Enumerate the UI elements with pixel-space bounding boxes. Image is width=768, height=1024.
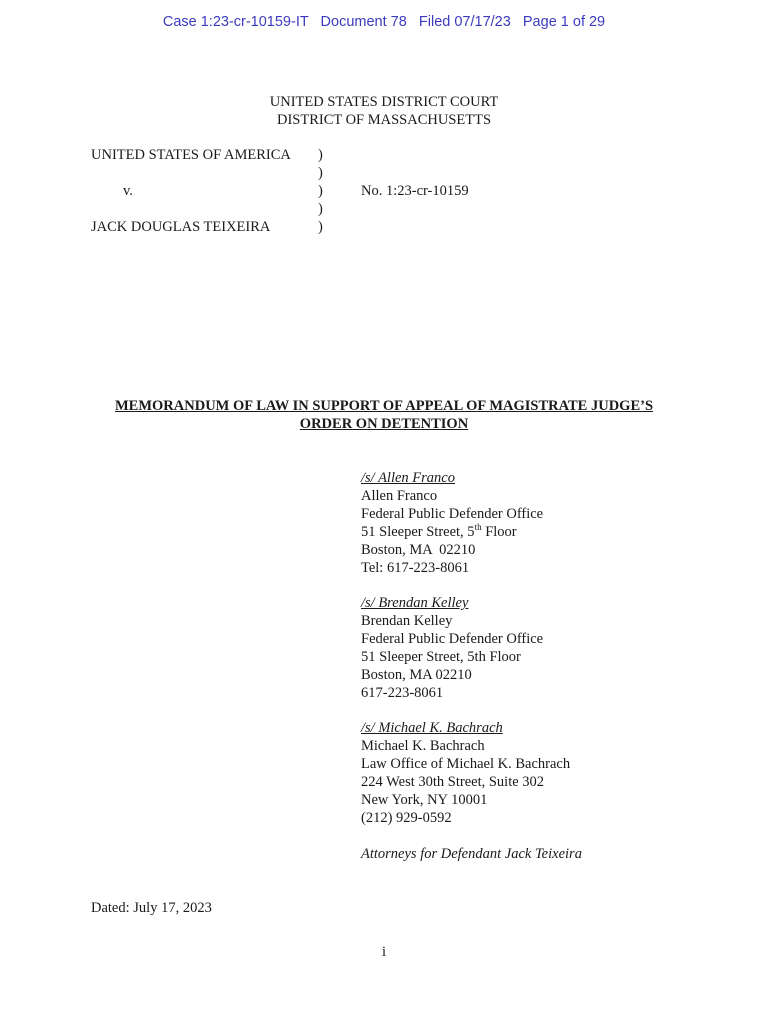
stamp-case: Case 1:23-cr-10159-IT xyxy=(162,14,309,30)
attorney-name: Allen Franco xyxy=(361,488,438,504)
attorney-city: Boston, MA 02210 xyxy=(361,667,472,683)
signature-block-bachrach xyxy=(361,719,570,827)
stamp-filed: Filed 07/17/23 xyxy=(418,14,511,30)
signature-block-franco xyxy=(361,469,543,577)
signature-block-kelley xyxy=(361,594,543,702)
caption-paren: ) xyxy=(318,147,323,163)
page-number: i xyxy=(381,944,387,960)
dated-line: Dated: July 17, 2023 xyxy=(91,900,212,916)
electronic-signature: /s/ Brendan Kelley xyxy=(361,595,469,611)
attorneys-for-defendant: Attorneys for Defendant Jack Teixeira xyxy=(361,846,582,862)
caption-versus: v. xyxy=(123,183,133,199)
electronic-signature: /s/ Michael K. Bachrach xyxy=(361,720,503,736)
stamp-document: Document 78 xyxy=(320,14,407,30)
ecf-header-stamp xyxy=(0,14,768,30)
caption-paren: ) xyxy=(318,201,323,217)
caption-parentheses xyxy=(318,146,323,236)
attorney-city: Boston, MA 02210 xyxy=(361,542,476,558)
caption-paren: ) xyxy=(318,183,323,199)
attorney-phone: 617-223-8061 xyxy=(361,685,444,701)
attorney-phone: Tel: 617-223-8061 xyxy=(361,560,470,576)
attorney-name: Brendan Kelley xyxy=(361,613,453,629)
attorney-name: Michael K. Bachrach xyxy=(361,738,485,754)
document-title xyxy=(0,397,768,433)
attorney-office: Law Office of Michael K. Bachrach xyxy=(361,756,571,772)
attorney-office: Federal Public Defender Office xyxy=(361,631,544,647)
attorney-city: New York, NY 10001 xyxy=(361,792,488,808)
caption-plaintiff: UNITED STATES OF AMERICA xyxy=(91,147,291,163)
caption-blank-2 xyxy=(91,200,291,218)
court-heading xyxy=(0,93,768,129)
court-name: UNITED STATES DISTRICT COURT xyxy=(269,94,499,110)
court-district: DISTRICT OF MASSACHUSETTS xyxy=(276,112,492,128)
caption-blank-1 xyxy=(91,164,291,182)
electronic-signature: /s/ Allen Franco xyxy=(361,470,455,486)
attorney-street: 51 Sleeper Street, 5th Floor xyxy=(361,649,521,665)
attorney-office: Federal Public Defender Office xyxy=(361,506,544,522)
attorney-street: 224 West 30th Street, Suite 302 xyxy=(361,774,545,790)
caption-paren: ) xyxy=(318,219,323,235)
case-caption-parties xyxy=(91,146,291,236)
attorney-street: 51 Sleeper Street, 5th Floor xyxy=(361,522,517,540)
document-title-line-1: MEMORANDUM OF LAW IN SUPPORT OF APPEAL OF MAGISTRATE JUDGE’S xyxy=(114,398,654,414)
document-title-line-2: ORDER ON DETENTION xyxy=(299,416,469,432)
caption-paren: ) xyxy=(318,165,323,181)
caption-defendant: JACK DOUGLAS TEIXEIRA xyxy=(91,219,271,235)
case-number: No. 1:23-cr-10159 xyxy=(361,183,469,199)
stamp-page: Page 1 of 29 xyxy=(522,14,606,30)
attorney-phone: (212) 929-0592 xyxy=(361,810,452,826)
